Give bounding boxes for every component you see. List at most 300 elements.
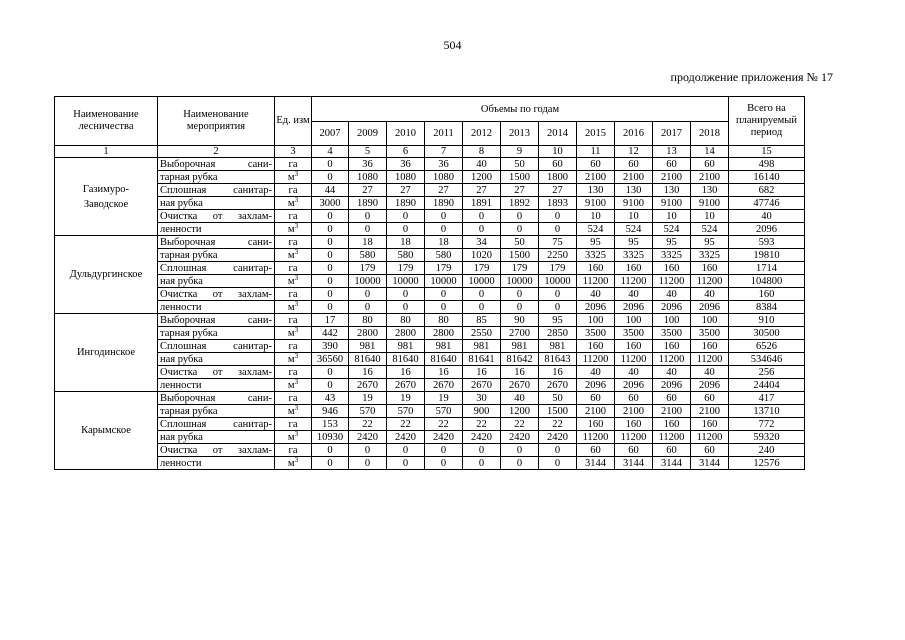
value-cell: 3325 — [691, 249, 729, 262]
unit-exponent: 3 — [294, 300, 299, 308]
unit-exponent: 3 — [294, 170, 299, 178]
value-cell: 3144 — [615, 457, 653, 470]
page-number: 504 — [443, 38, 462, 52]
value-cell: 981 — [501, 340, 539, 353]
table-row — [55, 431, 805, 444]
unit-exponent: 3 — [294, 378, 299, 386]
value-cell: 0 — [387, 288, 425, 301]
unit-hectare: га — [275, 366, 312, 379]
value-cell: 100 — [577, 314, 615, 327]
value-cell: 0 — [312, 158, 349, 171]
value-cell: 0 — [349, 223, 387, 236]
value-cell: 0 — [387, 301, 425, 314]
value-cell: 16 — [463, 366, 501, 379]
value-cell: 27 — [463, 184, 501, 197]
unit-hectare: га — [275, 288, 312, 301]
value-cell: 10930 — [312, 431, 349, 444]
value-cell: 10 — [653, 210, 691, 223]
column-number: 2 — [158, 146, 275, 158]
value-cell: 22 — [349, 418, 387, 431]
value-cell: 0 — [501, 210, 539, 223]
unit-exponent: 3 — [294, 456, 299, 464]
column-number: 12 — [615, 146, 653, 158]
table-row — [55, 327, 805, 340]
value-cell: 16 — [349, 366, 387, 379]
value-cell: 580 — [349, 249, 387, 262]
value-cell: 3500 — [653, 327, 691, 340]
value-cell: 179 — [425, 262, 463, 275]
value-cell: 60 — [577, 158, 615, 171]
value-cell: 60 — [691, 444, 729, 457]
value-cell: 946 — [312, 405, 349, 418]
value-cell: 3500 — [577, 327, 615, 340]
value-cell: 0 — [387, 223, 425, 236]
value-cell: 18 — [387, 236, 425, 249]
value-cell: 60 — [615, 392, 653, 405]
value-cell: 95 — [615, 236, 653, 249]
value-cell: 1890 — [425, 197, 463, 210]
unit-exponent: 3 — [294, 248, 299, 256]
table-row — [55, 418, 805, 431]
value-cell: 160 — [691, 418, 729, 431]
value-cell: 11200 — [615, 431, 653, 444]
value-cell: 11200 — [691, 275, 729, 288]
unit-cubic-meter — [275, 327, 312, 340]
forestry-name-cell — [55, 314, 158, 392]
value-cell: 100 — [653, 314, 691, 327]
value-cell: 50 — [501, 236, 539, 249]
value-cell: 85 — [463, 314, 501, 327]
value-cell: 11200 — [653, 275, 691, 288]
value-cell: 1020 — [463, 249, 501, 262]
value-cell: 40 — [653, 366, 691, 379]
value-cell: 130 — [691, 184, 729, 197]
unit-hectare: га — [275, 262, 312, 275]
unit-hectare: га — [275, 392, 312, 405]
unit-cubic-meter — [275, 223, 312, 236]
column-number: 10 — [539, 146, 577, 158]
activity-name: ная рубка — [158, 197, 275, 210]
value-cell: 17 — [312, 314, 349, 327]
unit-cubic-meter — [275, 353, 312, 366]
value-cell: 60 — [615, 158, 653, 171]
value-cell: 2420 — [387, 431, 425, 444]
table-row — [55, 197, 805, 210]
value-cell: 2100 — [653, 405, 691, 418]
value-cell: 0 — [312, 301, 349, 314]
unit-base: м — [287, 327, 295, 339]
total-cell: 13710 — [729, 405, 805, 418]
year-header: 2007 — [312, 122, 349, 146]
value-cell: 3144 — [577, 457, 615, 470]
forestry-name-cell — [55, 158, 158, 236]
unit-hectare: га — [275, 444, 312, 457]
total-cell: 30500 — [729, 327, 805, 340]
header-volumes: Объемы по годам — [312, 97, 729, 122]
year-header: 2012 — [463, 122, 501, 146]
forestry-volumes-table — [54, 96, 805, 470]
value-cell: 0 — [425, 223, 463, 236]
value-cell: 3144 — [691, 457, 729, 470]
value-cell: 2420 — [539, 431, 577, 444]
value-cell: 60 — [653, 444, 691, 457]
forestry-name: Дульдургинское — [69, 269, 143, 280]
table-row — [55, 379, 805, 392]
value-cell: 16 — [425, 366, 463, 379]
value-cell: 81642 — [501, 353, 539, 366]
total-cell: 498 — [729, 158, 805, 171]
value-cell: 40 — [653, 288, 691, 301]
total-cell: 160 — [729, 288, 805, 301]
value-cell: 0 — [387, 457, 425, 470]
value-cell: 981 — [463, 340, 501, 353]
value-cell: 18 — [425, 236, 463, 249]
value-cell: 34 — [463, 236, 501, 249]
activity-name: Очистка от захлам- — [158, 366, 275, 379]
value-cell: 30 — [463, 392, 501, 405]
value-cell: 0 — [387, 444, 425, 457]
table-row — [55, 353, 805, 366]
value-cell: 11200 — [577, 353, 615, 366]
value-cell: 0 — [501, 288, 539, 301]
column-number: 8 — [463, 146, 501, 158]
table-row — [55, 301, 805, 314]
unit-base: м — [287, 197, 295, 209]
value-cell: 11200 — [691, 353, 729, 366]
activity-name: ная рубка — [158, 275, 275, 288]
value-cell: 160 — [615, 418, 653, 431]
value-cell: 36560 — [312, 353, 349, 366]
value-cell: 0 — [349, 301, 387, 314]
value-cell: 0 — [425, 301, 463, 314]
table-row — [55, 340, 805, 353]
value-cell: 0 — [463, 223, 501, 236]
activity-name: ленности — [158, 379, 275, 392]
value-cell: 22 — [387, 418, 425, 431]
value-cell: 10 — [691, 210, 729, 223]
value-cell: 524 — [691, 223, 729, 236]
value-cell: 10000 — [501, 275, 539, 288]
value-cell: 16 — [539, 366, 577, 379]
value-cell: 44 — [312, 184, 349, 197]
value-cell: 36 — [387, 158, 425, 171]
value-cell: 50 — [501, 158, 539, 171]
value-cell: 2100 — [653, 171, 691, 184]
value-cell: 0 — [312, 249, 349, 262]
year-header: 2016 — [615, 122, 653, 146]
value-cell: 981 — [425, 340, 463, 353]
activity-name: Сплошная санитар- — [158, 418, 275, 431]
value-cell: 3000 — [312, 197, 349, 210]
column-number: 3 — [275, 146, 312, 158]
value-cell: 0 — [349, 457, 387, 470]
value-cell: 0 — [539, 210, 577, 223]
total-cell: 417 — [729, 392, 805, 405]
value-cell: 43 — [312, 392, 349, 405]
value-cell: 60 — [615, 444, 653, 457]
value-cell: 2100 — [577, 405, 615, 418]
value-cell: 9100 — [615, 197, 653, 210]
year-header: 2017 — [653, 122, 691, 146]
value-cell: 2670 — [349, 379, 387, 392]
value-cell: 160 — [577, 262, 615, 275]
value-cell: 153 — [312, 418, 349, 431]
total-cell: 8384 — [729, 301, 805, 314]
value-cell: 179 — [463, 262, 501, 275]
unit-hectare: га — [275, 340, 312, 353]
header-activity: Наименование мероприятия — [158, 97, 275, 146]
value-cell: 570 — [387, 405, 425, 418]
value-cell: 160 — [577, 340, 615, 353]
value-cell: 10 — [615, 210, 653, 223]
unit-exponent: 3 — [294, 274, 299, 282]
value-cell: 0 — [312, 223, 349, 236]
value-cell: 1800 — [539, 171, 577, 184]
value-cell: 179 — [349, 262, 387, 275]
value-cell: 570 — [425, 405, 463, 418]
value-cell: 60 — [577, 392, 615, 405]
value-cell: 160 — [691, 262, 729, 275]
unit-hectare: га — [275, 314, 312, 327]
unit-exponent: 3 — [294, 404, 299, 412]
value-cell: 160 — [653, 340, 691, 353]
unit-cubic-meter — [275, 275, 312, 288]
activity-name: Очистка от захлам- — [158, 288, 275, 301]
activity-name: Сплошная санитар- — [158, 262, 275, 275]
value-cell: 0 — [501, 444, 539, 457]
unit-base: м — [287, 223, 295, 235]
activity-name: ленности — [158, 457, 275, 470]
column-number: 13 — [653, 146, 691, 158]
unit-base: м — [287, 249, 295, 261]
forestry-name: Газимуро- — [82, 183, 130, 195]
table-row — [55, 223, 805, 236]
total-cell: 104800 — [729, 275, 805, 288]
unit-exponent: 3 — [294, 222, 299, 230]
column-number: 9 — [501, 146, 539, 158]
activity-name: Выборочная сани- — [158, 158, 275, 171]
value-cell: 22 — [463, 418, 501, 431]
value-cell: 60 — [577, 444, 615, 457]
total-cell: 59320 — [729, 431, 805, 444]
value-cell: 2096 — [653, 301, 691, 314]
value-cell: 9100 — [577, 197, 615, 210]
value-cell: 16 — [501, 366, 539, 379]
value-cell: 3325 — [577, 249, 615, 262]
total-cell: 910 — [729, 314, 805, 327]
value-cell: 40 — [615, 288, 653, 301]
value-cell: 179 — [387, 262, 425, 275]
table-body — [55, 158, 805, 470]
value-cell: 3325 — [615, 249, 653, 262]
value-cell: 0 — [501, 457, 539, 470]
activity-name: Выборочная сани- — [158, 392, 275, 405]
value-cell: 27 — [349, 184, 387, 197]
table-row — [55, 184, 805, 197]
value-cell: 2096 — [615, 301, 653, 314]
value-cell: 3500 — [615, 327, 653, 340]
value-cell: 81643 — [539, 353, 577, 366]
value-cell: 95 — [691, 236, 729, 249]
value-cell: 22 — [425, 418, 463, 431]
value-cell: 160 — [653, 262, 691, 275]
value-cell: 80 — [349, 314, 387, 327]
year-header: 2013 — [501, 122, 539, 146]
total-cell: 534646 — [729, 353, 805, 366]
value-cell: 179 — [539, 262, 577, 275]
forestry-name: Ингодинское — [76, 347, 136, 358]
value-cell: 1892 — [501, 197, 539, 210]
value-cell: 60 — [653, 392, 691, 405]
value-cell: 0 — [387, 210, 425, 223]
value-cell: 3144 — [653, 457, 691, 470]
value-cell: 80 — [387, 314, 425, 327]
total-cell: 6526 — [729, 340, 805, 353]
column-number: 15 — [729, 146, 805, 158]
value-cell: 0 — [463, 301, 501, 314]
total-cell: 256 — [729, 366, 805, 379]
value-cell: 40 — [691, 288, 729, 301]
year-header: 2009 — [349, 122, 387, 146]
value-cell: 11200 — [615, 275, 653, 288]
activity-name: Выборочная сани- — [158, 236, 275, 249]
header-unit: Ед. изм — [275, 97, 312, 146]
value-cell: 1200 — [463, 171, 501, 184]
total-cell: 40 — [729, 210, 805, 223]
unit-cubic-meter — [275, 457, 312, 470]
value-cell: 0 — [312, 236, 349, 249]
value-cell: 9100 — [691, 197, 729, 210]
value-cell: 22 — [539, 418, 577, 431]
table-row — [55, 366, 805, 379]
value-cell: 179 — [501, 262, 539, 275]
value-cell: 981 — [349, 340, 387, 353]
value-cell: 524 — [577, 223, 615, 236]
column-number: 7 — [425, 146, 463, 158]
unit-base: м — [287, 431, 295, 443]
activity-name: тарная рубка — [158, 171, 275, 184]
value-cell: 27 — [425, 184, 463, 197]
table-row — [55, 171, 805, 184]
value-cell: 0 — [425, 444, 463, 457]
value-cell: 2420 — [349, 431, 387, 444]
value-cell: 81640 — [349, 353, 387, 366]
value-cell: 0 — [539, 301, 577, 314]
table-row — [55, 275, 805, 288]
value-cell: 36 — [349, 158, 387, 171]
table-row — [55, 405, 805, 418]
continuation-label: продолжение приложения № 17 — [670, 70, 833, 84]
value-cell: 50 — [539, 392, 577, 405]
value-cell: 2100 — [691, 405, 729, 418]
activity-name: тарная рубка — [158, 249, 275, 262]
value-cell: 10000 — [463, 275, 501, 288]
value-cell: 1080 — [425, 171, 463, 184]
table-row — [55, 457, 805, 470]
forestry-name-cell — [55, 236, 158, 314]
column-numbers-row — [55, 146, 805, 158]
value-cell: 19 — [349, 392, 387, 405]
forestry-name: Карымское — [81, 425, 131, 436]
value-cell: 100 — [615, 314, 653, 327]
unit-base: м — [287, 171, 295, 183]
value-cell: 95 — [577, 236, 615, 249]
value-cell: 2800 — [349, 327, 387, 340]
value-cell: 2096 — [691, 301, 729, 314]
value-cell: 27 — [501, 184, 539, 197]
total-cell: 16140 — [729, 171, 805, 184]
unit-base: м — [287, 457, 295, 469]
value-cell: 2096 — [691, 379, 729, 392]
total-cell: 24404 — [729, 379, 805, 392]
value-cell: 0 — [312, 444, 349, 457]
value-cell: 19 — [387, 392, 425, 405]
activity-name: Сплошная санитар- — [158, 340, 275, 353]
value-cell: 0 — [425, 457, 463, 470]
forestry-name-cont: Заводское — [83, 198, 129, 210]
value-cell: 2700 — [501, 327, 539, 340]
year-header: 2011 — [425, 122, 463, 146]
unit-exponent: 3 — [294, 430, 299, 438]
value-cell: 0 — [349, 288, 387, 301]
value-cell: 80 — [425, 314, 463, 327]
value-cell: 0 — [501, 223, 539, 236]
value-cell: 2100 — [691, 171, 729, 184]
value-cell: 1500 — [501, 249, 539, 262]
table-row — [55, 210, 805, 223]
forestry-name-cell — [55, 392, 158, 470]
activity-name: тарная рубка — [158, 327, 275, 340]
value-cell: 2096 — [577, 301, 615, 314]
value-cell: 2100 — [615, 171, 653, 184]
value-cell: 81640 — [387, 353, 425, 366]
activity-name: ленности — [158, 223, 275, 236]
unit-base: м — [287, 275, 295, 287]
value-cell: 95 — [539, 314, 577, 327]
value-cell: 75 — [539, 236, 577, 249]
value-cell: 60 — [653, 158, 691, 171]
value-cell: 40 — [615, 366, 653, 379]
table-row — [55, 249, 805, 262]
table-row — [55, 444, 805, 457]
total-cell: 19810 — [729, 249, 805, 262]
value-cell: 0 — [312, 457, 349, 470]
activity-name: Очистка от захлам- — [158, 444, 275, 457]
value-cell: 1200 — [501, 405, 539, 418]
value-cell: 0 — [425, 210, 463, 223]
value-cell: 1893 — [539, 197, 577, 210]
unit-base: м — [287, 379, 295, 391]
value-cell: 524 — [653, 223, 691, 236]
value-cell: 0 — [312, 275, 349, 288]
value-cell: 11200 — [577, 275, 615, 288]
value-cell: 3500 — [691, 327, 729, 340]
value-cell: 2420 — [463, 431, 501, 444]
value-cell: 0 — [463, 457, 501, 470]
value-cell: 18 — [349, 236, 387, 249]
value-cell: 1500 — [501, 171, 539, 184]
value-cell: 0 — [539, 288, 577, 301]
value-cell: 1080 — [349, 171, 387, 184]
value-cell: 2850 — [539, 327, 577, 340]
value-cell: 16 — [387, 366, 425, 379]
unit-exponent: 3 — [294, 352, 299, 360]
value-cell: 160 — [691, 340, 729, 353]
activity-name: ленности — [158, 301, 275, 314]
value-cell: 2670 — [501, 379, 539, 392]
value-cell: 0 — [539, 223, 577, 236]
unit-base: м — [287, 405, 295, 417]
